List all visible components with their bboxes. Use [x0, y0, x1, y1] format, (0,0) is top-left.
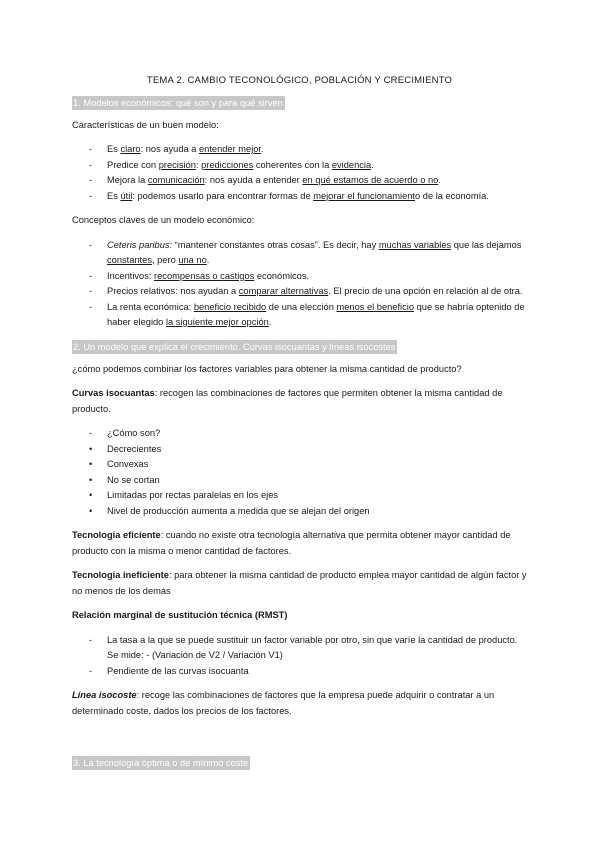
inefficient-technology-definition: Tecnología ineficiente: para obtener la misma cantidad de producto emplea mayor cantidad de algún factor y no menos de los demás: [72, 570, 527, 596]
list-item: • Convexas: [72, 457, 527, 473]
section-heading-2: 2. Un modelo que explica el crecimiento. Curvas isocuantas y líneas isocostes: [73, 341, 396, 352]
list-item: - Es útil: podemos usarlo para encontrar formas de mejorar el funcionamiento de la economía.: [89, 190, 489, 201]
rmst-list: [72, 633, 527, 680]
list-item: • No se cortan: [72, 473, 527, 489]
list-item: - Es claro: nos ayuda a entender mejor.: [89, 144, 264, 154]
intro-text: Características de un buen modelo:: [72, 119, 219, 130]
list-item: - La tasa a la que se puede sustituir un factor variable por otro, sin que varíe la cantidad de producto. Se mide: - (Variación de V2 / Variación V1): [89, 634, 518, 660]
intro-text-2: Conceptos claves de un modelo económico:: [72, 215, 255, 225]
isocuantas-definition: Curvas isocuantas: recogen las combinaciones de factores que permiten obtener la misma cantidad de producto.: [72, 388, 503, 414]
list-item: • Limitadas por rectas paralelas en los ejes: [72, 488, 527, 504]
model-characteristics-list: [72, 142, 527, 204]
list-item: - Ceteris paribus: “mantener constantes otras cosas”. Es decir, hay muchas variables que las dejamos constantes, pero una no.: [89, 239, 522, 265]
rmst-title: Relación marginal de sustitución técnica (RMST): [72, 610, 288, 620]
list-item: - Predice con precisión: predicciones coherentes con la evidencia.: [89, 159, 374, 170]
list-item: • Decrecientes: [72, 442, 527, 458]
list-item: - Incentivos: recompensas o castigos económicos.: [89, 270, 310, 281]
page-title: TEMA 2. CAMBIO TECONOLÓGICO, POBLACIÓN Y CRECIMIENTO: [146, 75, 453, 86]
bullet-icon: •: [89, 443, 93, 454]
list-item: - Pendiente de las curvas isocuanta: [89, 665, 249, 676]
section-heading-1: 1. Modelos económicos: qué son y para qué sirven: [73, 97, 283, 108]
list-item: - La renta económica: beneficio recibido de una elección menos el beneficio que se habría optenido de haber elegido la siguiente mejor opción.: [89, 301, 525, 327]
bullet-icon: •: [89, 490, 93, 500]
list-item: • Nivel de producción aumenta a medida que se alejan del origen: [72, 504, 527, 520]
spacer: [72, 728, 527, 756]
isocuantas-properties-list: [72, 426, 527, 519]
list-item: - ¿Cómo son?: [89, 428, 161, 438]
bullet-icon: •: [89, 459, 93, 469]
bullet-icon: •: [89, 505, 93, 516]
efficient-technology-definition: Tecnología eficiente: cuando no existe otra tecnología alternativa que permita obtener mayor cantidad de producto con la misma o menor cantidad de factores.: [72, 530, 511, 556]
key-concepts-list: [72, 238, 527, 331]
isocost-line-definition: Línea isocoste: recoge las combinaciones de factores que la empresa puede adquirir o contratar a un determinado coste, dados los precios de los factores.: [72, 690, 495, 716]
question-text: ¿cómo podemos combinar los factores variables para obtener la misma cantidad de producto?: [72, 363, 462, 374]
bullet-icon: •: [89, 474, 93, 485]
list-item: - Precios relativos: nos ayudan a comparar alternativas. El precio de una opción en relación al de otra.: [89, 286, 523, 296]
list-item: - Mejora la comunicación: nos ayuda a entender en qué estamos de acuerdo o no.: [89, 175, 441, 185]
section-heading-3: 3. La tecnología óptima o de mínimo coste: [73, 758, 249, 768]
